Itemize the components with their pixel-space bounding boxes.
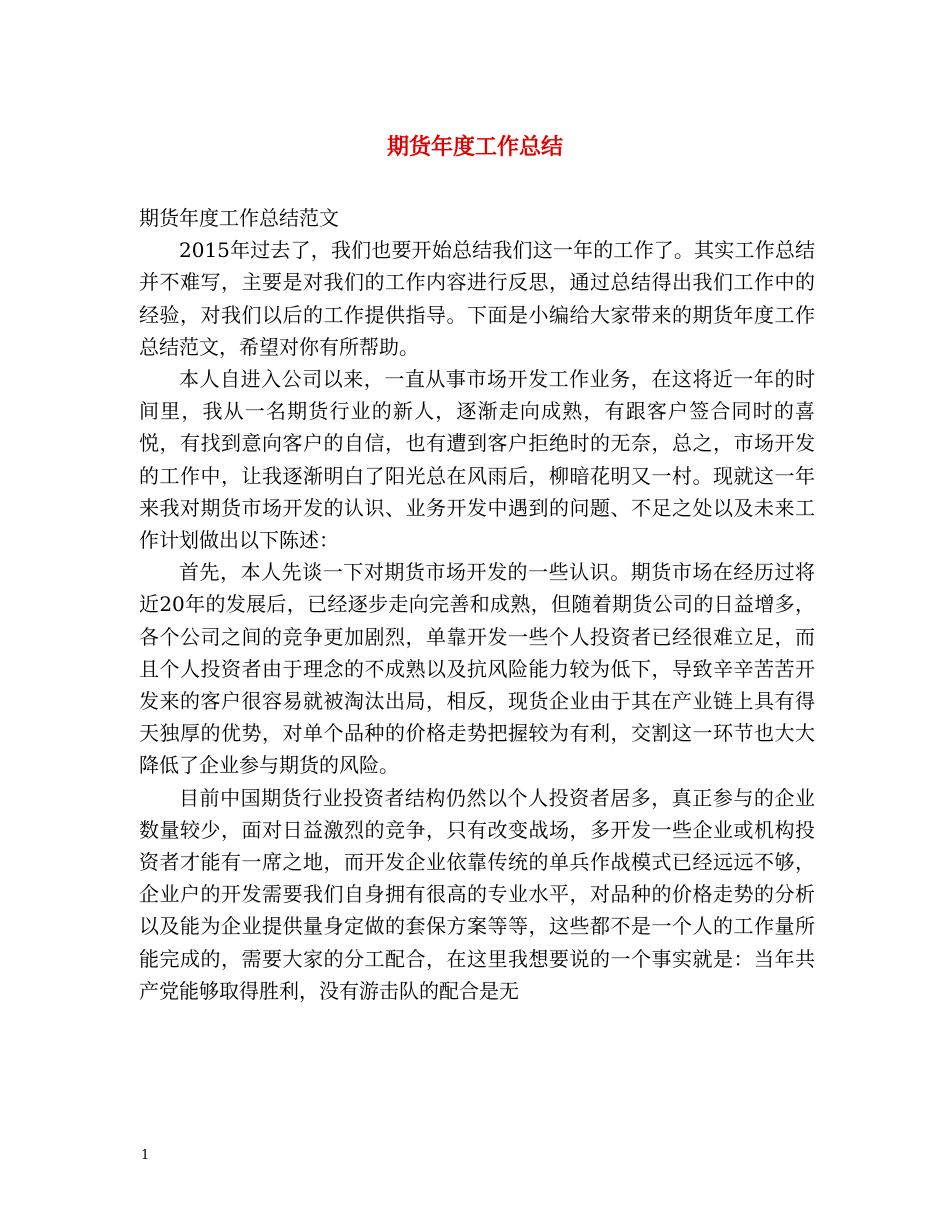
document-title: 期货年度工作总结 [386, 135, 563, 160]
paragraph-4: 目前中国期货行业投资者结构仍然以个人投资者居多，真正参与的企业数量较少，面对日益激烈的竞争，只有改变战场，多开发一些企业或机构投资者才能有一席之地，而开发企业依靠传统的单兵作战模式已经远远不够，企业户的开发需要我们自身拥有很高的专业水平，对品种的价格走势的分析以及能为企业提供量身定做的套保方案等等，这些都不是一个人的工作量所能完成的，需要大家的分工配合，在这里我想要说的一个事实就是：当年共产党能够取得胜利，没有游击队的配合是无 [139, 785, 815, 1003]
document-subtitle: 期货年度工作总结范文 [139, 206, 339, 230]
paragraph-3: 首先，本人先谈一下对期货市场开发的一些认识。期货市场在经历过将近20年的发展后，已经逐步走向完善和成熟，但随着期货公司的日益增多，各个公司之间的竞争更加剧烈，单靠开发一些个人投资者已经很难立足，而且个人投资者由于理念的不成熟以及抗风险能力较为低下，导致辛辛苦苦开发来的客户很容易就被淘汰出局，相反，现货企业由于其在产业链上具有得天独厚的优势，对单个品种的价格走势把握较为有利，交割这一环节也大大降低了企业参与期货的风险。 [139, 560, 815, 778]
page-number: 1 [141, 1148, 150, 1163]
paragraph-1: 2015年过去了，我们也要开始总结我们这一年的工作了。其实工作总结并不难写，主要是对我们的工作内容进行反思，通过总结得出我们工作中的经验，对我们以后的工作提供指导。下面是小编给大家带来的期货年度工作总结范文，希望对你有所帮助。 [139, 238, 815, 359]
document-body [139, 202, 815, 1007]
paragraph-2: 本人自进入公司以来，一直从事市场开发工作业务，在这将近一年的时间里，我从一名期货行业的新人，逐渐走向成熟，有跟客户签合同时的喜悦，有找到意向客户的自信，也有遭到客户拒绝时的无奈，总之，市场开发的工作中，让我逐渐明白了阳光总在风雨后，柳暗花明又一村。现就这一年来我对期货市场开发的认识、业务开发中遇到的问题、不足之处以及未来工作计划做出以下陈述： [139, 367, 815, 553]
